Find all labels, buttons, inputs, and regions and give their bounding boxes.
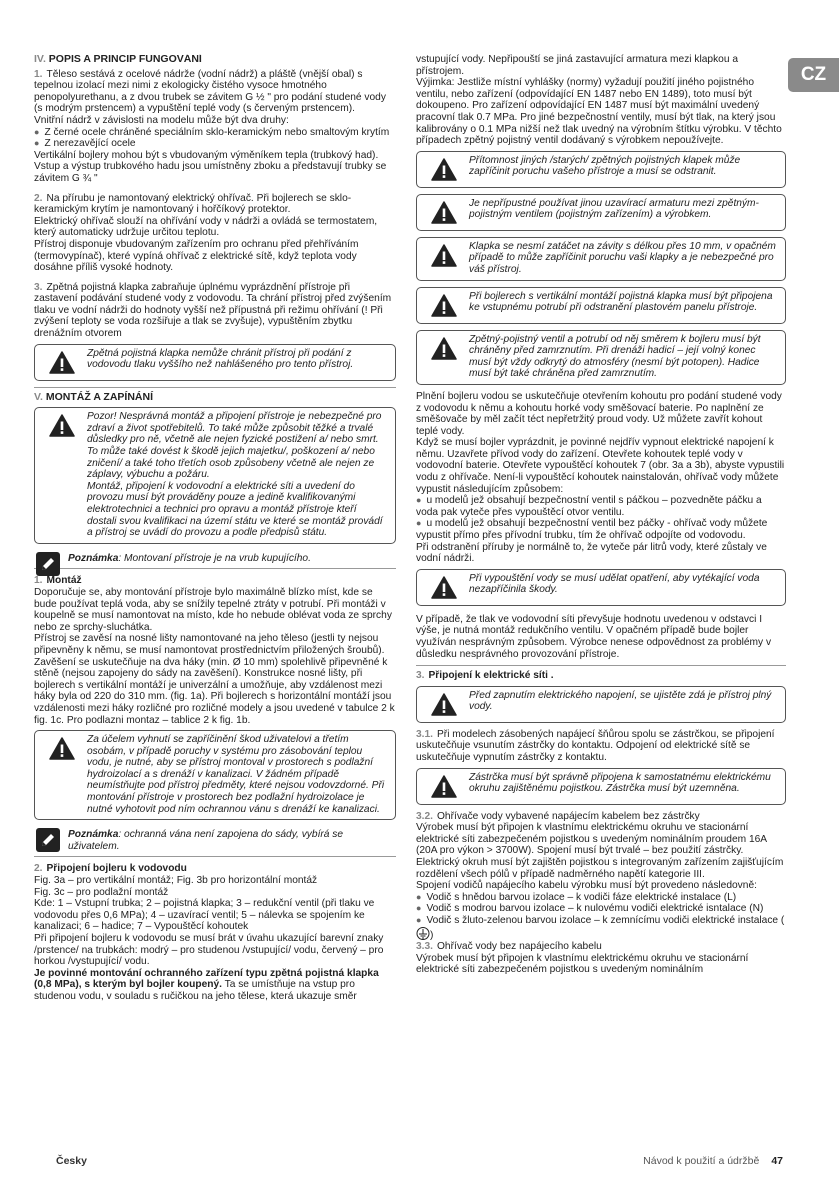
bullet-item: ● Z černé ocele chráněné speciálním sklo-keramickým nebo smaltovým krytím: [34, 127, 396, 139]
divider: [416, 665, 786, 666]
paragraph: Fig. 3a – pro vertikální montáž; Fig. 3b pro horizontální montáž: [34, 875, 318, 887]
paragraph: 3. Zpětná pojistná klapka zabraňuje úplnému vyprázdnění přístroje při zastavení podávání studené vody z vodovodu. Ta chrání přístroj před zvýšením tlaku ve vodní nádrži do hodnoty vyšší než přípustná při režimu ohřívání (! Při zvýšení teploty se voda rozšiřuje a tlak se zvyšuje), vypuštěním zbytku drenážním otvorem: [34, 281, 392, 340]
paragraph: vstupující vody. Nepřipouští se jiná zastavující armatura mezi klapkou a přístrojem.: [416, 54, 738, 77]
warning-icon: [431, 294, 457, 317]
warning-icon: [49, 737, 75, 760]
warning-icon: [49, 351, 75, 374]
warning-box: Při bojlerech s vertikální montáží pojistná klapka musí být připojena ke vstupnému potrubí při odstranění plastovém panelu přístroje.: [416, 287, 786, 324]
paragraph: Přístroj se zavěsí na nosné lišty namontované na jeho těleso (jestli ty nejsou připevněny k němu, se musí namontovat prostřednictvím přiložených šroubů). Zavěšení se uskutečňuje na dva háky (min. Ø 10 mm) spolehlivě připevněné k stěně (nejsou zapojeny do sády na zavěšení). Konstrukce nosné lišty, při bojlerech s vertikální montáží je univerzální a umožňuje, aby vzdálenost mezi háky byla od 220 do 310 mm. (fig. 1a). Při bojlerech s horizontální montáží jsou vzdálenosti mezi háky rozličné pro rozličné modely a jsou uvedené v tabulce 2 k fig. 1c. Pro podlazni montaz – tablice 2 k fig. 1b.: [34, 633, 395, 726]
warning-icon: [431, 576, 457, 599]
left-column: [34, 54, 396, 1144]
paragraph: Kde: 1 – Vstupní trubka; 2 – pojistná klapka; 3 – redukční ventil (při tlaku ve vodovodu přes 0,6 MPa); 4 – uzavírací ventil; 5 – nálevka se spojením ke kanalizaci; 6 – hadice; 7 – Vypouštěcí kohoutek: [34, 898, 375, 933]
page-number: 47: [771, 1155, 783, 1167]
footer-language: Česky: [56, 1155, 87, 1167]
bullet-item: ● Vodič s žluto-zelenou barvou izolace – k zemnícímu vodiči elektrické instalace (): [416, 915, 786, 941]
paragraph: Plnění bojleru vodou se uskutečňuje otevřením kohoutu pro podání studené vody z vodovodu k němu a kohoutu horké vody směšovací baterie. Po naplnění ze směšovače by měl začít téct nepřetržitý proud vody. Už můžete zavřít kohout teplé vody.: [416, 390, 782, 437]
paragraph: Vnitřní nádrž v závislosti na modelu může být dva druhy:: [34, 114, 289, 126]
bullet-item: ● u modelů jež obsahují bezpečnostní ventil s páčkou – pozvedněte páčku a voda pak vyteče přes vypouštěcí otvor ventilu.: [416, 495, 786, 518]
warning-icon: [431, 337, 457, 360]
paragraph: Je povinné montování ochranného zařízení typu zpětná pojistná klapka (0,8 MPa), s kterým byl bojler koupený. Ta se umístňuje na vstup pro studenou vodu, v souladu s ručičkou na jeho tělese, která ukazuje směr: [34, 967, 379, 1002]
divider: [34, 387, 396, 388]
warning-box: Je nepřípustné používat jinou uzavírací armaturu mezi zpětným-pojistným ventilem (pojistným zařízením) a výrobkem.: [416, 194, 786, 231]
bullet-item: ● Z nerezavějící ocele: [34, 138, 396, 150]
section-heading-installation: V. MONTÁŽ A ZAPÍNÁNÍ: [34, 390, 154, 403]
warning-box: Klapka se nesmí zatáčet na závity s délkou přes 10 mm, v opačném případě to může zapříčinit poruchu vaši klapky a je nebezpečné pro váš přístroj.: [416, 237, 786, 281]
subsection-heading: 3. Připojení k elektrické síti .: [416, 670, 554, 682]
paragraph: 3.2. Ohřívače vody vybavené napájecím kabelem bez zástrčky: [416, 810, 700, 822]
paragraph: Výrobek musí být připojen k vlastnímu elektrickému okruhu ve stacionární elektrické síti zabezpečeném pojistkou s uvedeným nominálním: [416, 952, 749, 976]
warning-box: Za účelem vyhnutí se zapříčinění škod uživatelovi a třetím osobám, v případě poruchy v systému pro zásobování teplou vodu, je nutné, aby se přístroj montoval v prostorech s podlažní hydroizolací a s drenáží v kanalizaci. V žádném případě neumístňujte pod přístroj předměty, které nejsou vodovzdorné. Při montování přístroje v prostorech bez podlažní hydroizolace je nutné vyhotovit pod ním ochrannou vánu s drenáží ke kanalizaci.: [34, 730, 396, 820]
paragraph: Doporučuje se, aby montování přístroje bylo maximálně blízko míst, kde se bude používat teplá voda, aby se snížily tepelné ztráty v potrubí. Při montáži v koupelně se musí namontovat na místo, kde ho nebude oblévat voda ze sprchy nebo ze sprchy-sluchátka.: [34, 586, 392, 633]
paragraph: Přístroj disponuje vbudovaným zařízením pro ochranu před přehříváním (termovypínač), které vypíná ohřívač z elektrické sítě, když teplota vody dosáhne příliš vysoké hodnoty.: [34, 238, 359, 274]
paragraph: 1. Těleso sestává z ocelové nádrže (vodní nádrž) a pláště (vnější obal) s tepelnou izolací mezi nimi z ekologicky čistého vysoce hmotného penopolyurethanu, a z dvou trubek se závitem G ½ " pro podání studené vody (s modrým prstencem) a vypuštění teplé vody (s červeným prstencem).: [34, 68, 386, 115]
subsection-heading: 2. Připojení bojleru k vodovodu: [34, 863, 187, 875]
paragraph: Elektrický ohřívač slouží na ohřívání vody v nádrži a ovládá se termostatem, který automaticky udržuje určitou teplotu.: [34, 215, 378, 239]
paragraph: 3.1. Při modelech zásobených napájecí šňůrou spolu se zástrčkou, se připojení uskutečňuje vsunutím zástrčky do kontaktu. Odpojení od elektrické sítě se uskutečňuje vypnutím zástrčky z kontaktu.: [416, 728, 775, 763]
note-box: Poznámka: ochranná vána není zapojena do sády, vybírá se uživatelem.: [34, 826, 396, 857]
paragraph: Vertikální bojlery mohou být s vbudovaným výměníkem tepla (trubkový had). Vstup a výstup trubkového hadu jsou umístněny zboku a představují trubky se závitem G ¾ ": [34, 149, 387, 184]
warning-box: Zpětná pojistná klapka nemůže chránit přístroj při podání z vodovodu tlaku vyššího než nahlášeného pro tento přístroj.: [34, 344, 396, 381]
paragraph: 2. Na přírubu je namontovaný elektrický ohřívač. Při bojlerech se sklo-keramickým krytím je namontovaný i hořčíkový protektor.: [34, 192, 352, 216]
ground-icon: [416, 927, 430, 940]
paragraph: Když se musí bojler vyprázdnit, je povinné nejdřív vypnout elektrické napojení k němu. Uzavřete přívod vody do zařízení. Otevřete kohoutek teplé vody v vodovodní baterie. Otevřete vypouštěcí kohoutek 7 (obr. 3a a 3b), abyste vypustili vodu z ohřívače. Není-li vypouštěcí kohoutek nainstalován, ohřívač vody můžete vypustit následujícím způsobem:: [416, 437, 785, 495]
bullet-item: ● Vodič s hnědou barvou izolace – k vodiči fáze elektrické instalace (L): [416, 892, 786, 904]
paragraph: Při odstranění příruby je normálně to, že vyteče pár litrů vody, které zůstaly ve vodní nádrži.: [416, 541, 767, 565]
section-heading-description: IV. POPIS A PRINCIP FUNGOVÁNÍ: [34, 54, 202, 65]
warning-box: Pozor! Nesprávná montáž a připojení přístroje je nebezpečné pro zdraví a život spotřebitelů. To také může způsobit těžké a trvalé důsledky pro ně, včetně ale nejen fyzické postižení a/ nebo smrt. To může také dovést k škodě jejich majetku/, poškození a/ nebo zničení/ a také toho třetích osob způsobeny včetně ale nejen ze záplavy, výbuchu a požáru. Montáž, připojení k vodovodní a elektrické síti a uvedení do provozu musí být prováděny pouze a jedině kvalifikovanými elektrotechnici a technici pro opravu a montáž přístroje kteří dostali svou kvalifikaci na území státu ve které se montáž provádí a přístroj se uvádí do provozu a podle předpisů státu.: [34, 407, 396, 544]
paragraph: 3.3. Ohřívač vody bez napájecího kabelu: [416, 941, 602, 953]
subsection-heading: 1. Montáž: [34, 575, 82, 587]
warning-icon: [431, 158, 457, 181]
warning-icon: [49, 414, 75, 437]
warning-box: Zástrčka musí být správně připojena k samostatnému elektrickému okruhu zajištěnému pojistkou. Zástrčka musí být uzemněna.: [416, 768, 786, 805]
pencil-icon: [36, 552, 60, 576]
warning-box: Před zapnutím elektrického napojení, se ujistěte zdá je přístroj plný vody.: [416, 686, 786, 723]
warning-icon: [431, 201, 457, 224]
warning-box: Zpětný-pojistný ventil a potrubí od něj směrem k bojleru musí být chráněny před zamrznutím. Při drenáži hadicí – její volný konec musí být vždy odkrytý do atmosféry (nesmí být potopen). Hadice musí být také chráněna před zamrznutím.: [416, 330, 786, 385]
warning-icon: [431, 693, 457, 716]
warning-box: Při vypouštění vody se musí udělat opatření, aby vytékající voda nezapříčinila škody.: [416, 569, 786, 606]
language-tab: CZ: [788, 58, 839, 92]
pencil-icon: [36, 828, 60, 852]
paragraph: V případě, že tlak ve vodovodní síti převyšuje hodnotu uvedenou v odstavci I výše, je nutná montáž redukčního ventilu. V opačném případě bude bojler využíván nesprávným způsobem. Výrobce nenese odpovědnost za problémy v důsledku nesprávného provozování přístroje.: [416, 613, 772, 660]
bullet-item: ● u modelů jež obsahují bezpečnostní ventil bez páčky - ohřívač vody můžete vypustit přímo přes přívodní trubku, tím že ohřívač odpojíte od vodovodu.: [416, 518, 786, 541]
footer-manual: Návod k použití a údržbě 47: [643, 1155, 783, 1167]
warning-icon: [431, 244, 457, 267]
paragraph: Při připojení bojleru k vodovodu se musí brát v úvahu ukazující barevní znaky /prstence/ na trubkách: modrý – pro studenou /vstupující/ vodu, červený – pro horkou /vystupující/ vodu.: [34, 933, 384, 968]
bullet-item: ● Vodič s modrou barvou izolace – k nulovému vodiči elektrické isntalace (N): [416, 903, 786, 915]
warning-box: Přítomnost jiných /starých/ zpětných pojistných klapek může zapříčinit poruchu vašeho přístroje a musí se odstranit.: [416, 151, 786, 188]
paragraph: Fig. 3c – pro podlažní montáž: [34, 886, 169, 898]
warning-icon: [431, 775, 457, 798]
note-box: Poznámka: Montovaní přístroje je na vrub kupujícího.: [34, 550, 396, 570]
paragraph: Výjimka: Jestliže místní vyhlášky (normy) vyžadují použití jiného pojistného ventilu, nebo zařízení (odpovídající EN 1487 nebo EN 1489), toto musí být dokoupeno. Pro zařízení odpovídající EN 1487 musí být maximální uvedený pracovní tlak 0.7 MPa. Pro jiné bezpečnostní ventily, musí být tlak, na který jsou kalibrovány o 0.1 MPa nižší než tlak uvedný na výrobním štítku výrobku. V těchto případech zpětný pojistný ventil dodávaný s výrobkem nepoužívejte.: [416, 77, 782, 147]
right-column: [416, 54, 786, 1144]
paragraph: Spojení vodičů napájecího kabelu výrobku musí být provedeno následovně:: [416, 880, 757, 892]
paragraph: Výrobek musí být připojen k vlastnímu elektrickému okruhu ve stacionární elektrické síti zabezpečeném pojistkou s uvedeným nominálním proudem 16A (20A pro výkon > 3700W). Spojení musí být trvalé – bez použití zástrčky. Elektrický okruh musí být zajištěn pojistkou s integrovaným zařízením zajišťujícím rozdělení všech pólů v případě nadměrného napětí kategorie III.: [416, 822, 784, 880]
